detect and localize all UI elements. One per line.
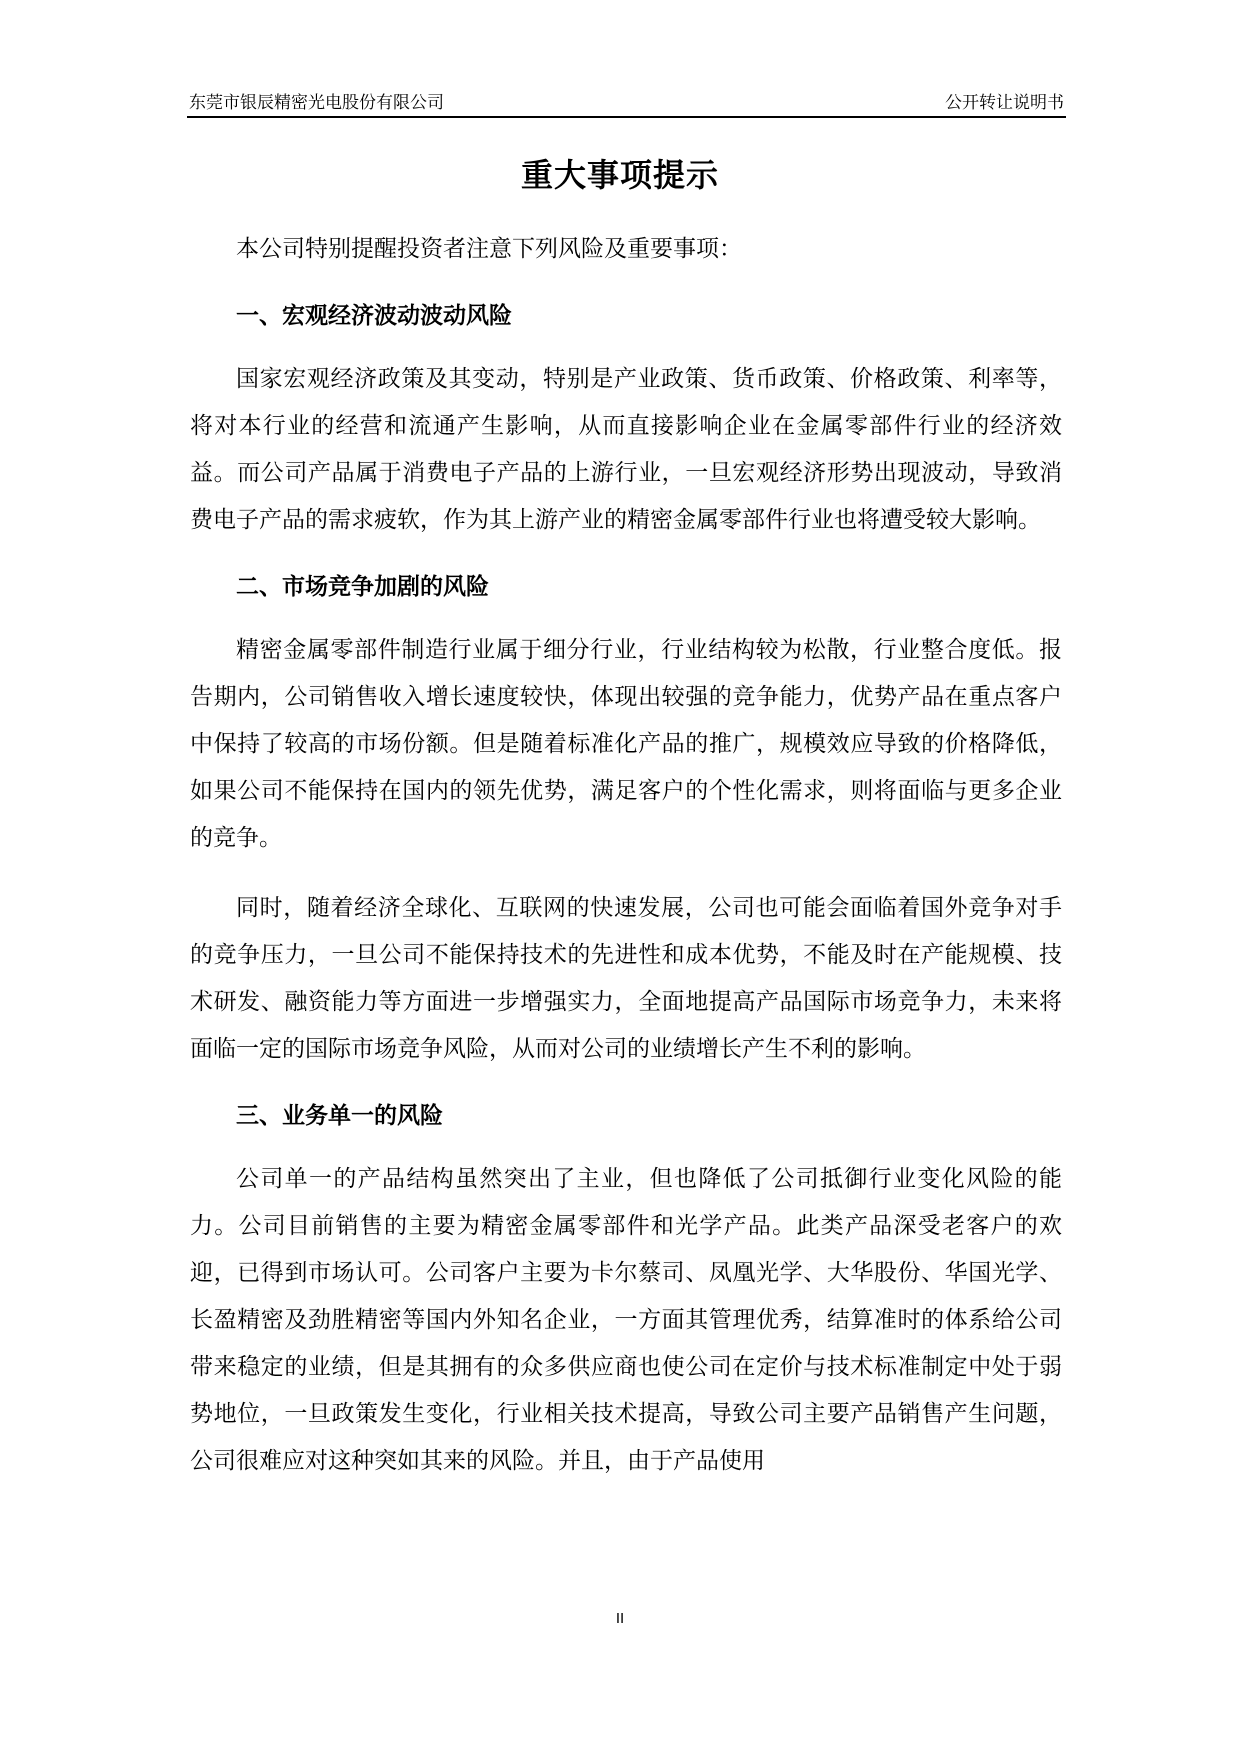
header-document-type: 公开转让说明书 [945,93,1064,113]
page-title: 重大事项提示 [520,156,719,194]
section-1-heading: 一、宏观经济波动波动风险 [236,303,512,329]
section-1-paragraph-1: 国家宏观经济政策及其变动，特别是产业政策、货币政策、价格政策、利率等，将对本行业的经营和流通产生影响，从而直接影响企业在金属零部件行业的经济效益。而公司产品属于消费电子产品的上游行业，一旦宏观经济形势出现波动，导致消费电子产品的需求疲软，作为其上游产业的精密金属零部件行业也将遭受较大影响。 [190,366,1062,533]
section-3-paragraph-1: 公司单一的产品结构虽然突出了主业，但也降低了公司抵御行业变化风险的能力。公司目前销售的主要为精密金属零部件和光学产品。此类产品深受老客户的欢迎，已得到市场认可。公司客户主要为卡尔蔡司、凤凰光学、大华股份、华国光学、长盈精密及劲胜精密等国内外知名企业，一方面其管理优秀，结算准时的体系给公司带来稳定的业绩，但是其拥有的众多供应商也使公司在定价与技术标准制定中处于弱势地位，一旦政策发生变化，行业相关技术提高，导致公司主要产品销售产生问题，公司很难应对这种突如其来的风险。并且，由于产品使用 [190,1166,1062,1474]
section-2-heading: 二、市场竞争加剧的风险 [236,574,489,600]
header-company-name: 东莞市银辰精密光电股份有限公司 [189,93,444,113]
section-2-paragraph-1: 精密金属零部件制造行业属于细分行业，行业结构较为松散，行业整合度低。报告期内，公司销售收入增长速度较快，体现出较强的竞争能力，优势产品在重点客户中保持了较高的市场份额。但是随着标准化产品的推广，规模效应导致的价格降低，如果公司不能保持在国内的领先优势，满足客户的个性化需求，则将面临与更多企业的竞争。 [190,637,1062,851]
section-2-paragraph-2: 同时，随着经济全球化、互联网的快速发展，公司也可能会面临着国外竞争对手的竞争压力，一旦公司不能保持技术的先进性和成本优势，不能及时在产能规模、技术研发、融资能力等方面进一步增强实力，全面地提高产品国际市场竞争力，未来将面临一定的国际市场竞争风险，从而对公司的业绩增长产生不利的影响。 [190,895,1062,1062]
page-header [187,86,1066,118]
document-body [190,226,1062,1485]
intro-paragraph: 本公司特别提醒投资者注意下列风险及重要事项： [236,236,742,262]
page-number: II [615,1610,625,1627]
section-3-heading: 三、业务单一的风险 [236,1103,443,1129]
